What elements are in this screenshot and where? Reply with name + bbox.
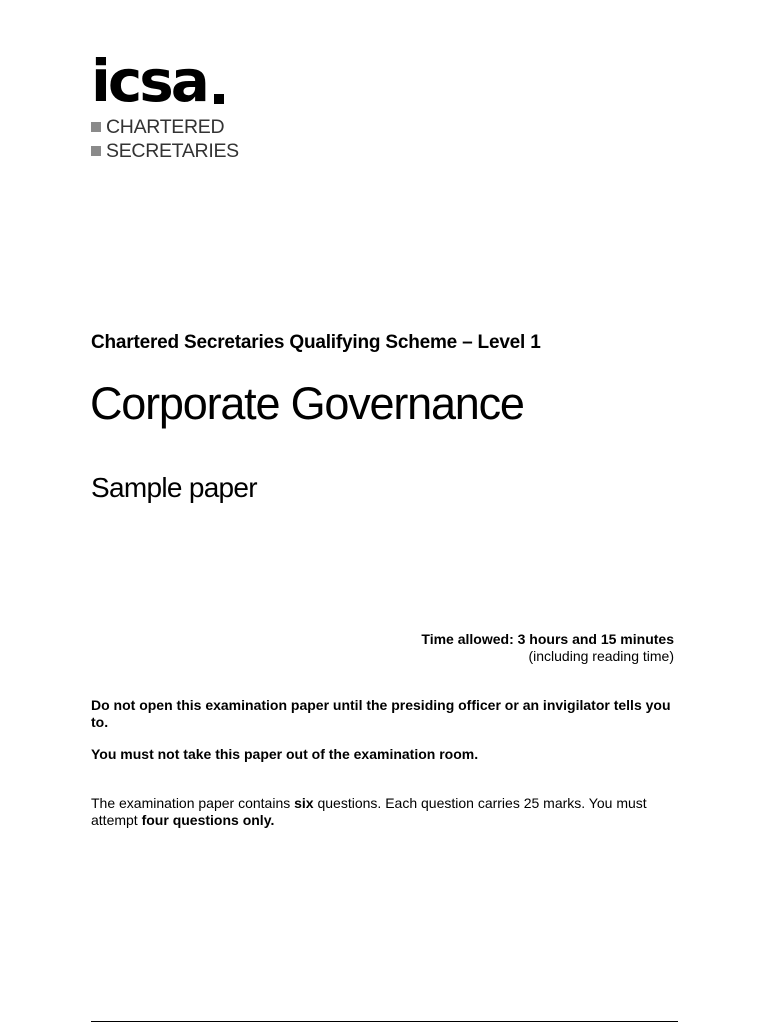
logo-line-chartered-text: CHARTERED <box>106 116 225 138</box>
instruction-contains-prefix: The examination paper contains <box>91 795 295 811</box>
logo-line-secretaries <box>91 140 239 162</box>
paper-title: Corporate Governance <box>90 378 524 429</box>
instruction-contains-emphasis: four questions only. <box>141 811 275 828</box>
icsa-logo <box>91 47 239 164</box>
time-allowed: Time allowed: 3 hours and 15 minutes <box>421 631 674 647</box>
logo-wordmark: icsa <box>91 47 207 115</box>
instruction-question-count <box>91 795 681 828</box>
bottom-divider <box>91 1021 678 1022</box>
instruction-contains-middle: questions. Each question carries 25 marks. You must attempt <box>91 795 647 828</box>
instruction-contains-count: six <box>294 795 314 811</box>
logo-square <box>91 122 101 132</box>
logo-line-secretaries-text: SECRETARIES <box>106 140 239 162</box>
scheme-heading: Chartered Secretaries Qualifying Scheme – Level 1 <box>91 332 541 353</box>
logo-line-chartered <box>91 116 224 138</box>
logo-dot <box>214 94 224 104</box>
instruction-do-not-open: Do not open this examination paper until the presiding officer or an invigilator tells you to. <box>91 697 671 730</box>
instruction-do-not-remove: You must not take this paper out of the examination room. <box>91 746 479 762</box>
paper-subtitle: Sample paper <box>91 472 257 503</box>
logo-square <box>91 146 101 156</box>
time-allowed-block <box>421 631 674 665</box>
time-allowed-note: (including reading time) <box>528 648 674 664</box>
